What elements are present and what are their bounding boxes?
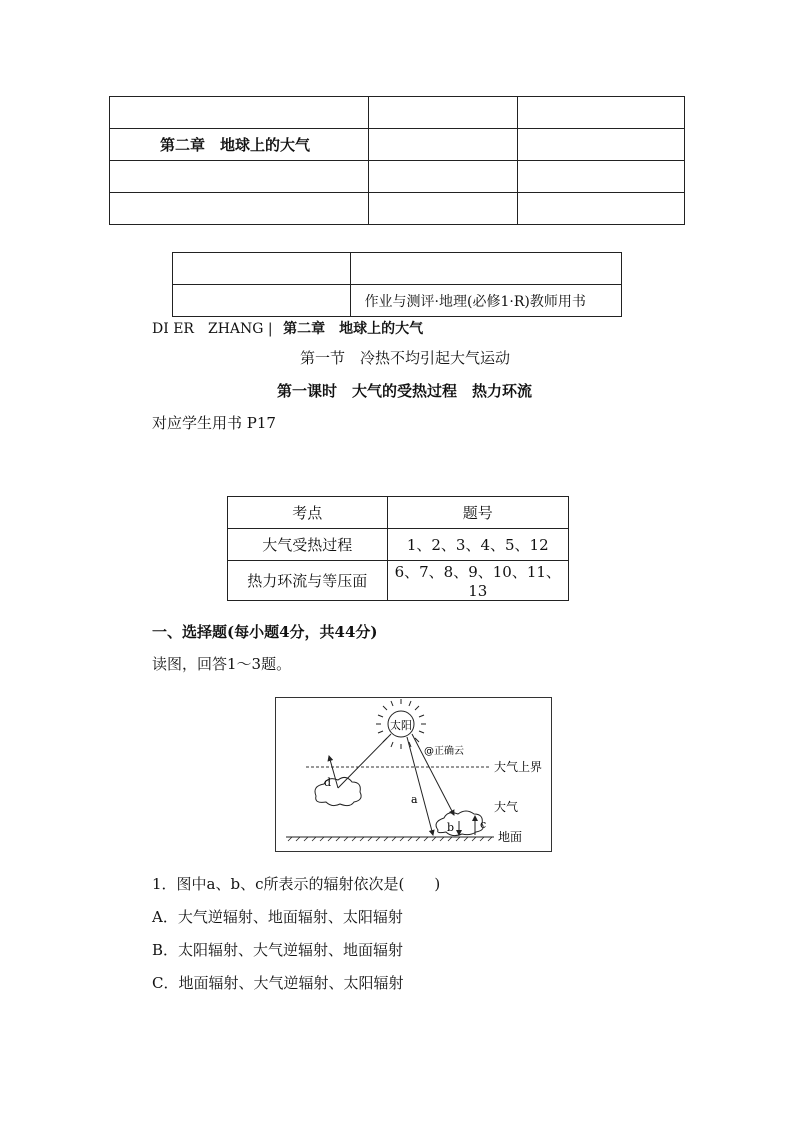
header-table — [109, 96, 685, 225]
arrow-b-label: b — [447, 821, 455, 834]
table-cell — [518, 97, 685, 129]
lesson-title: 第一课时 大气的受热过程 热力环流 — [277, 382, 533, 400]
table-row — [173, 253, 622, 285]
table-cell — [518, 193, 685, 225]
arrow-a-label: a — [411, 793, 418, 806]
table-cell: 6、7、8、9、10、11、13 — [387, 561, 569, 601]
table-row — [110, 193, 685, 225]
table-row — [228, 561, 569, 601]
question-stem: 1．图中a、b、c所表示的辐射依次是( ) — [152, 875, 441, 893]
table-cell — [518, 129, 685, 161]
chapter-title: 第二章 地球上的大气 — [283, 321, 424, 337]
table-header: 考点 — [228, 497, 388, 529]
table-cell — [350, 253, 621, 285]
table-cell — [518, 161, 685, 193]
chapter-cell: 第二章 地球上的大气 — [110, 129, 369, 161]
student-book-reference: 对应学生用书 P17 — [152, 414, 276, 432]
upper-boundary-label: 大气上界 — [494, 760, 543, 774]
table-cell — [368, 193, 518, 225]
table-row — [228, 529, 569, 561]
table-row — [173, 285, 622, 317]
instruction-text: 读图，回答1～3题。 — [152, 655, 292, 673]
chapter-line — [152, 318, 423, 338]
cloud-right — [436, 811, 483, 836]
table-cell — [110, 193, 369, 225]
radiation-figure — [275, 697, 552, 852]
part-heading: 一、选择题(每小题4分，共44分) — [152, 623, 378, 641]
table-row — [110, 161, 685, 193]
table-row — [110, 97, 685, 129]
ground-hatch — [288, 837, 492, 841]
cloud-left — [315, 777, 361, 805]
table-cell: 大气受热过程 — [228, 529, 388, 561]
option-a: A．大气逆辐射、地面辐射、太阳辐射 — [152, 908, 403, 926]
table-header: 题号 — [387, 497, 569, 529]
topic-table — [227, 496, 569, 601]
chapter-pinyin: DI ER ZHANG | — [152, 321, 273, 337]
table-cell — [110, 97, 369, 129]
table-cell — [368, 129, 518, 161]
option-b: B．太阳辐射、大气逆辐射、地面辐射 — [152, 941, 404, 959]
table-cell — [173, 285, 351, 317]
ground-label: 地面 — [498, 830, 523, 844]
radiation-diagram — [276, 698, 551, 851]
table-cell: 1、2、3、4、5、12 — [387, 529, 569, 561]
arrow-c-label: c — [480, 818, 487, 831]
table-cell — [110, 161, 369, 193]
option-c: C．地面辐射、大气逆辐射、太阳辐射 — [152, 974, 404, 992]
table-cell: 热力环流与等压面 — [228, 561, 388, 601]
sun-label: 太阳 — [390, 719, 412, 732]
table-header-row — [228, 497, 569, 529]
atmosphere-label: 大气 — [494, 800, 519, 814]
book-title-cell: 作业与测评·地理(必修1·R)教师用书 — [350, 285, 621, 317]
watermark-label: @正确云 — [424, 746, 464, 757]
table-cell — [173, 253, 351, 285]
sun-ray-to-cloud — [338, 734, 391, 788]
arrow-d-label: d — [324, 776, 332, 789]
table-cell — [368, 97, 518, 129]
table-cell — [368, 161, 518, 193]
table-row — [110, 129, 685, 161]
book-table — [172, 252, 622, 317]
section-title: 第一节 冷热不均引起大气运动 — [300, 349, 511, 367]
